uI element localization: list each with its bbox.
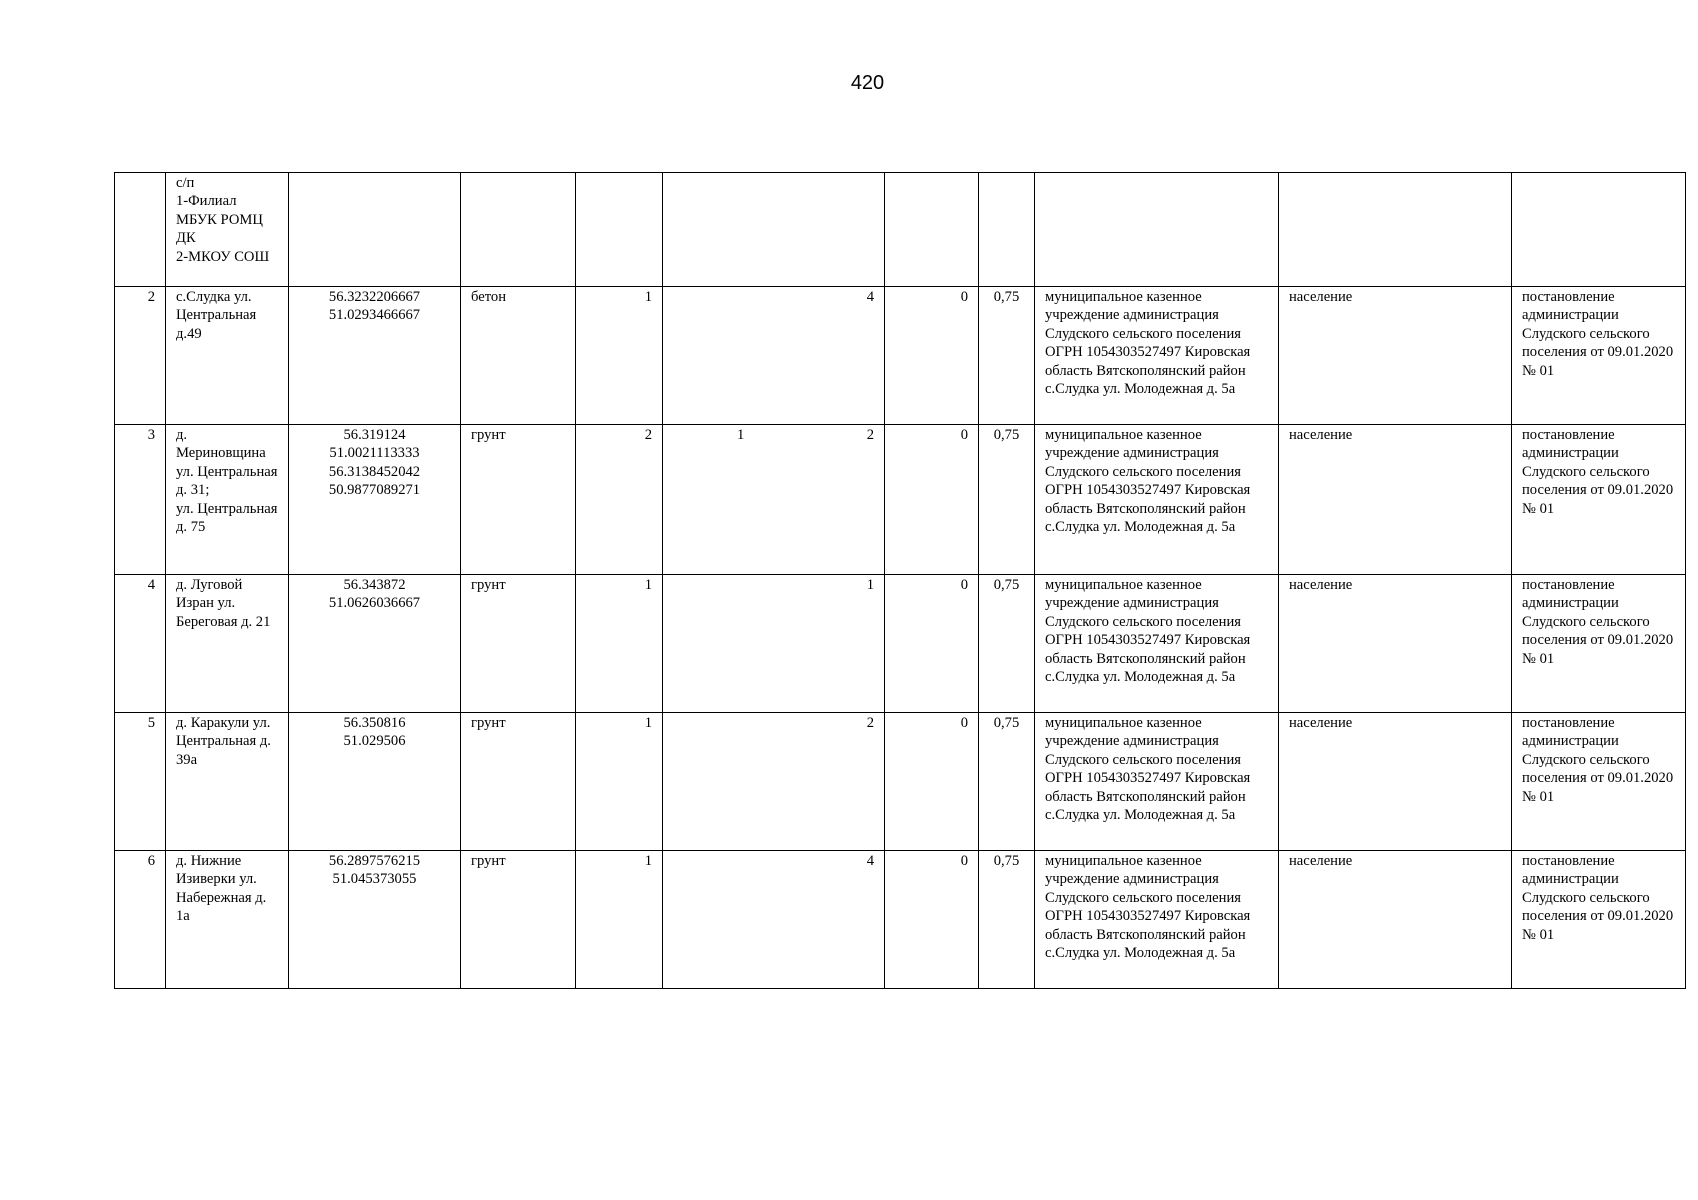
cell-source: население [1279, 713, 1512, 851]
cell-document: постановление администрации Слудского сельского поселения от 09.01.2020 № 01 [1512, 287, 1686, 425]
cell-col8: 0,75 [979, 713, 1035, 851]
cell-address: с/п 1-Филиал МБУК РОМЦ ДК 2-МКОУ СОШ [166, 173, 289, 287]
cell-address: д. Луговой Изран ул. Береговая д. 21 [166, 575, 289, 713]
cell-col6-right: 1 [866, 577, 874, 593]
cell-coords: 56.343872 51.0626036667 [289, 575, 461, 713]
cell-document: постановление администрации Слудского сельского поселения от 09.01.2020 № 01 [1512, 851, 1686, 989]
cell-col6 [663, 713, 885, 851]
cell-document: постановление администрации Слудского сельского поселения от 09.01.2020 № 01 [1512, 713, 1686, 851]
cell-col5: 2 [576, 425, 663, 575]
cell-col8 [979, 173, 1035, 287]
cell-owner: муниципальное казенное учреждение администрация Слудского сельского поселения ОГРН 1054303527497 Кировская область Вятскополянский район с.Слудка ул. Молодежная д. 5а [1035, 575, 1279, 713]
cell-col6-right: 2 [866, 427, 874, 443]
cell-address: д. Мериновщина ул. Центральная д. 31; ул. Центральная д. 75 [166, 425, 289, 575]
cell-document [1512, 173, 1686, 287]
cell-col5: 1 [576, 575, 663, 713]
registry-table [114, 172, 1686, 989]
cell-coords [289, 173, 461, 287]
cell-col5: 1 [576, 287, 663, 425]
cell-col8: 0,75 [979, 851, 1035, 989]
cell-surface: грунт [461, 425, 576, 575]
cell-document: постановление администрации Слудского сельского поселения от 09.01.2020 № 01 [1512, 425, 1686, 575]
table-row [115, 713, 1686, 851]
cell-col6 [663, 575, 885, 713]
cell-col8: 0,75 [979, 575, 1035, 713]
cell-col6 [663, 851, 885, 989]
cell-num: 5 [115, 713, 166, 851]
cell-document: постановление администрации Слудского сельского поселения от 09.01.2020 № 01 [1512, 575, 1686, 713]
cell-surface [461, 173, 576, 287]
cell-num: 2 [115, 287, 166, 425]
cell-source [1279, 173, 1512, 287]
cell-surface: грунт [461, 851, 576, 989]
table-row-continuation [115, 173, 1686, 287]
cell-owner: муниципальное казенное учреждение администрация Слудского сельского поселения ОГРН 1054303527497 Кировская область Вятскополянский район с.Слудка ул. Молодежная д. 5а [1035, 425, 1279, 575]
cell-col5 [576, 173, 663, 287]
cell-col7: 0 [885, 287, 979, 425]
cell-num: 3 [115, 425, 166, 575]
table-row [115, 575, 1686, 713]
cell-surface: грунт [461, 575, 576, 713]
cell-address: д. Каракули ул. Центральная д. 39а [166, 713, 289, 851]
cell-col6-left: 1 [737, 427, 745, 443]
cell-owner: муниципальное казенное учреждение администрация Слудского сельского поселения ОГРН 1054303527497 Кировская область Вятскополянский район с.Слудка ул. Молодежная д. 5а [1035, 851, 1279, 989]
table-row [115, 287, 1686, 425]
cell-col6 [663, 425, 885, 575]
cell-owner: муниципальное казенное учреждение администрация Слудского сельского поселения ОГРН 1054303527497 Кировская область Вятскополянский район с.Слудка ул. Молодежная д. 5а [1035, 287, 1279, 425]
cell-source: население [1279, 425, 1512, 575]
cell-col6 [663, 173, 885, 287]
cell-col8: 0,75 [979, 425, 1035, 575]
cell-address: д. Нижние Изиверки ул. Набережная д. 1а [166, 851, 289, 989]
cell-col5: 1 [576, 713, 663, 851]
cell-col7: 0 [885, 575, 979, 713]
cell-coords: 56.319124 51.0021113333 56.3138452042 50.9877089271 [289, 425, 461, 575]
cell-col7: 0 [885, 851, 979, 989]
cell-coords: 56.3232206667 51.0293466667 [289, 287, 461, 425]
cell-source: население [1279, 851, 1512, 989]
cell-coords: 56.2897576215 51.045373055 [289, 851, 461, 989]
cell-source: население [1279, 287, 1512, 425]
cell-num [115, 173, 166, 287]
cell-num: 6 [115, 851, 166, 989]
cell-coords: 56.350816 51.029506 [289, 713, 461, 851]
cell-surface: бетон [461, 287, 576, 425]
table-row [115, 425, 1686, 575]
cell-col8: 0,75 [979, 287, 1035, 425]
cell-col5: 1 [576, 851, 663, 989]
cell-surface: грунт [461, 713, 576, 851]
table-row [115, 851, 1686, 989]
cell-source: население [1279, 575, 1512, 713]
cell-col7: 0 [885, 425, 979, 575]
page-number: 420 [850, 72, 885, 94]
cell-owner: муниципальное казенное учреждение администрация Слудского сельского поселения ОГРН 1054303527497 Кировская область Вятскополянский район с.Слудка ул. Молодежная д. 5а [1035, 713, 1279, 851]
cell-col6-right: 2 [866, 715, 874, 731]
cell-col6-right: 4 [866, 853, 874, 869]
cell-col6 [663, 287, 885, 425]
cell-col7: 0 [885, 713, 979, 851]
cell-num: 4 [115, 575, 166, 713]
cell-col6-right: 4 [866, 289, 874, 305]
cell-col7 [885, 173, 979, 287]
cell-address: с.Слудка ул. Центральная д.49 [166, 287, 289, 425]
cell-owner [1035, 173, 1279, 287]
